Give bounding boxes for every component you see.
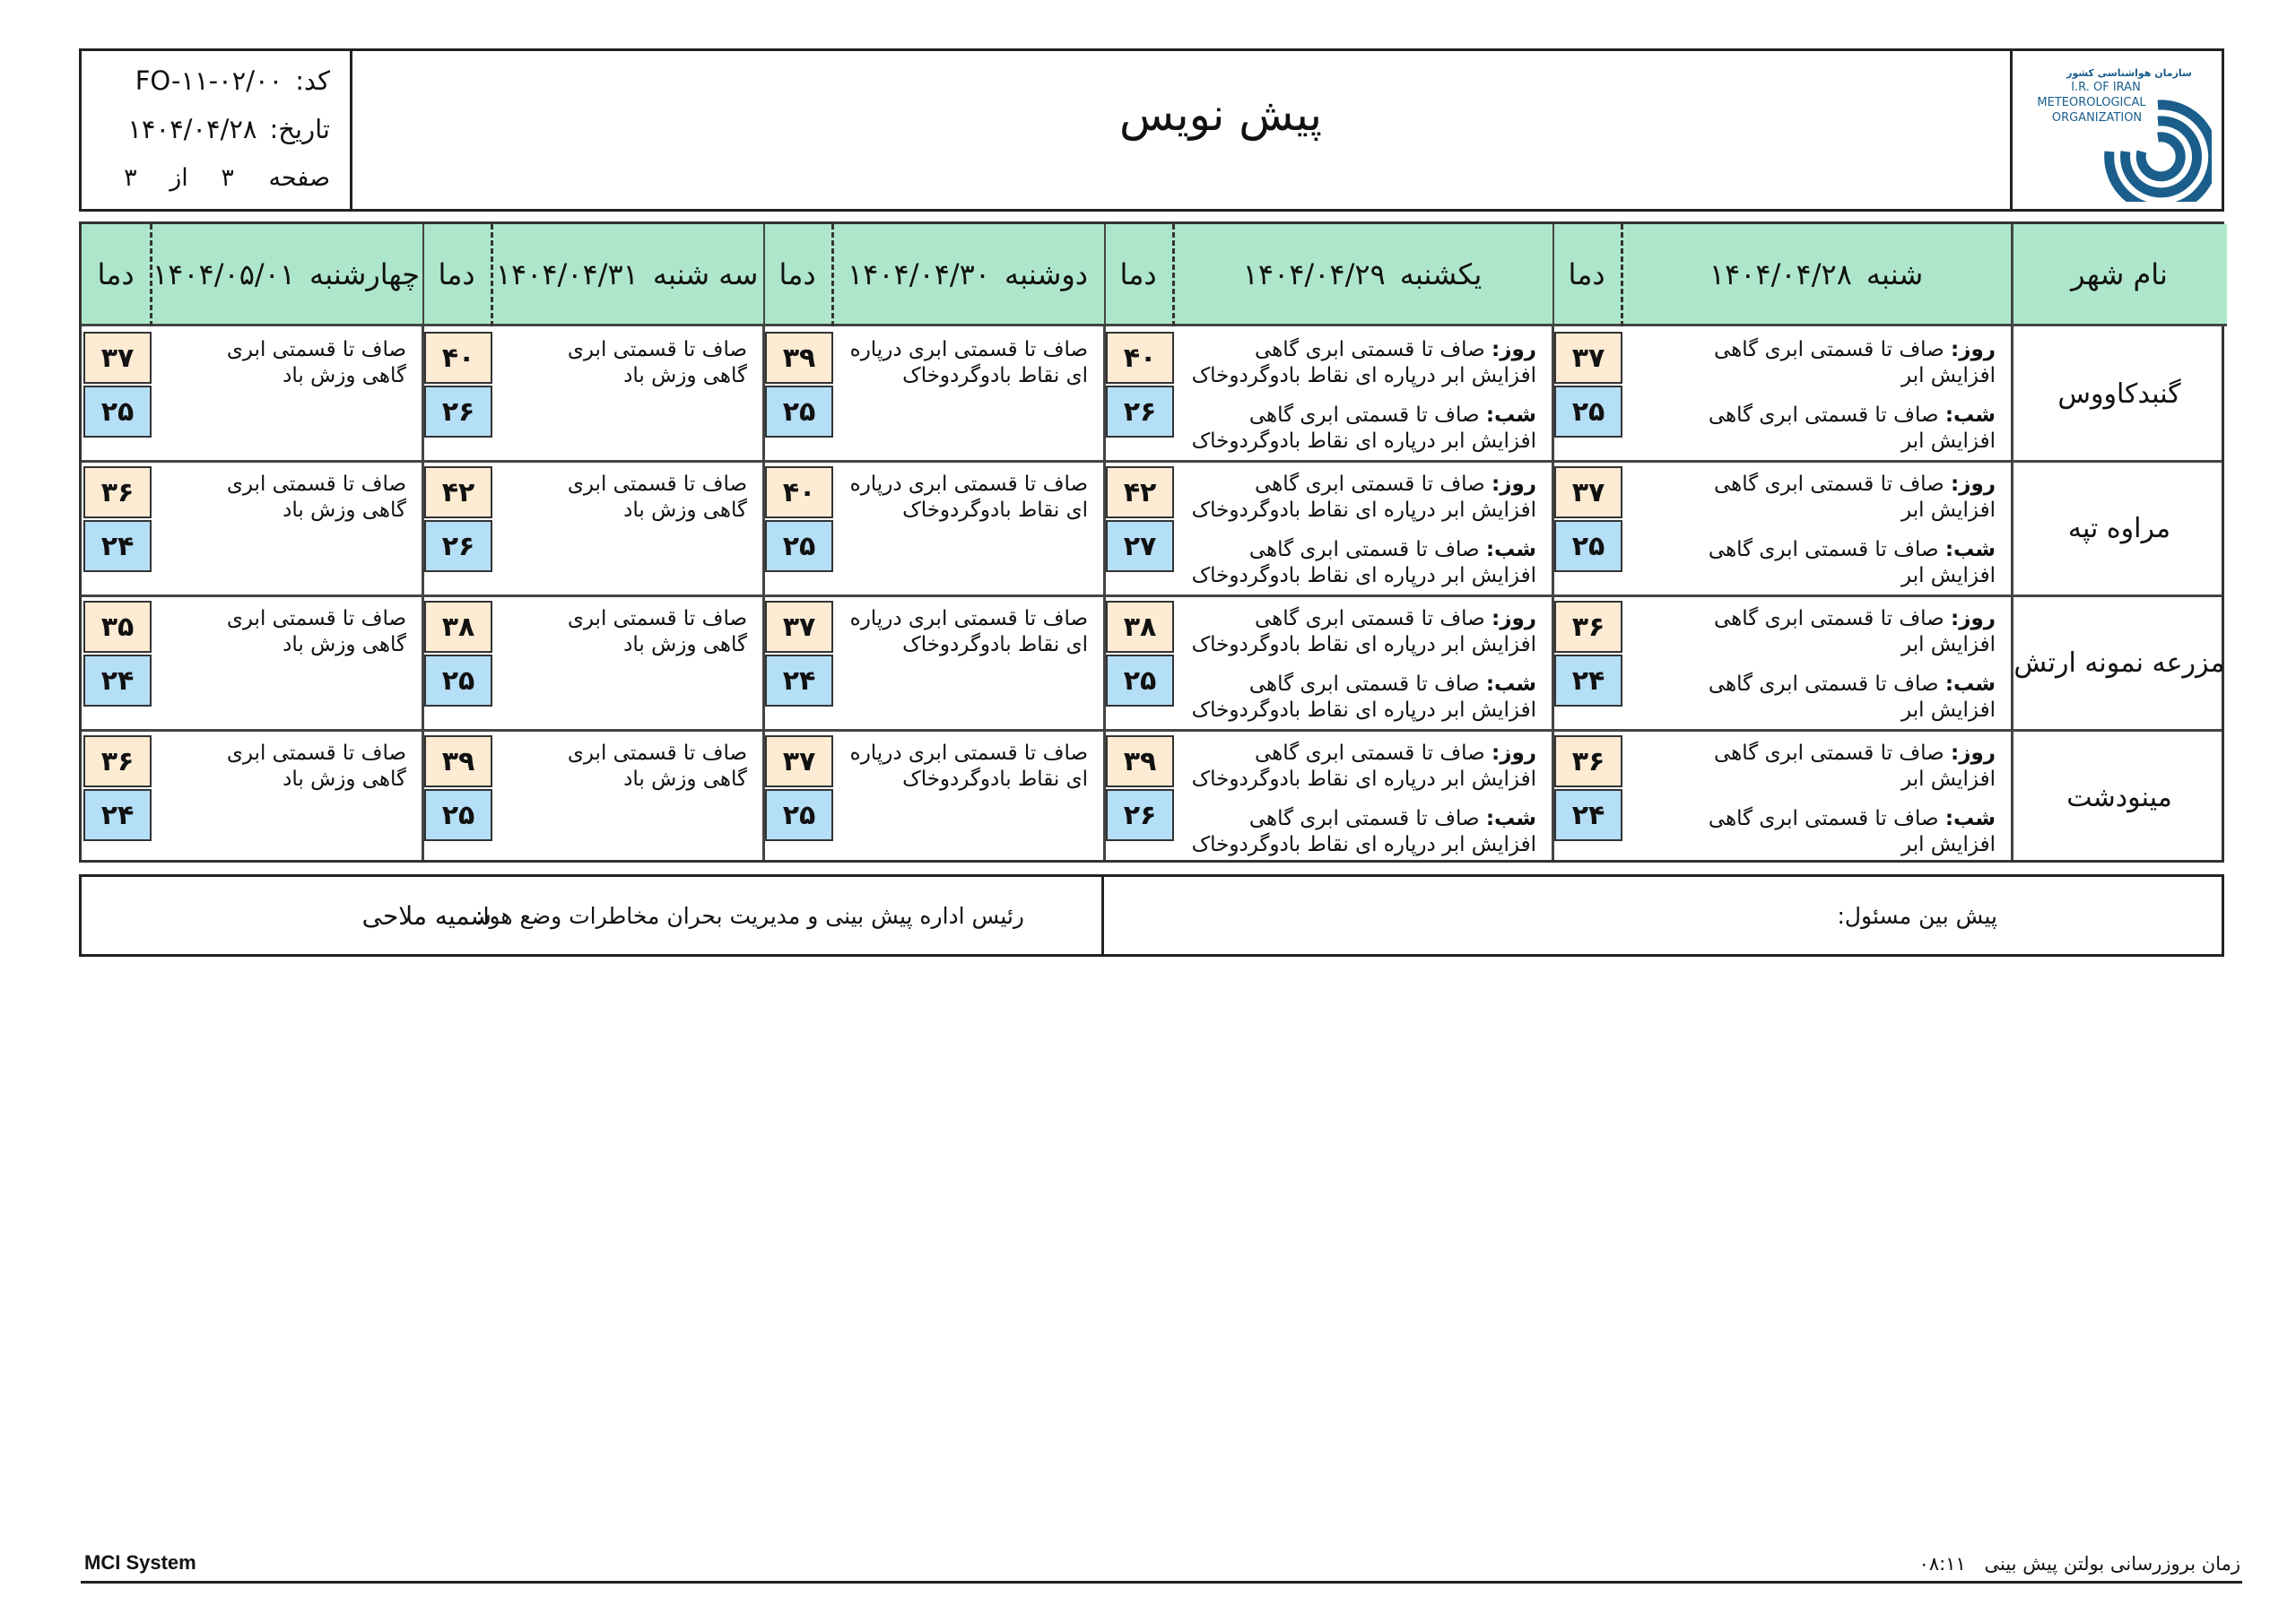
period-label: شب: bbox=[1485, 673, 1536, 696]
max-temperature: ۳۷ bbox=[1554, 332, 1622, 384]
header-dashed-divider bbox=[831, 224, 834, 326]
max-temperature: ۳۶ bbox=[83, 466, 152, 518]
description-text: صاف تا قسمتی ابری گاهی bbox=[1714, 607, 1944, 630]
description-text: افزایش ابر درپاره ای نقاط بادوگردوخاک bbox=[1191, 364, 1536, 387]
day-date: ۱۴۰۴/۰۴/۲۸ bbox=[1709, 256, 1852, 291]
footer-divider bbox=[81, 1581, 2242, 1584]
max-temperature: ۴۲ bbox=[424, 466, 492, 518]
description-text: افزایش ابر درپاره ای نقاط بادوگردوخاک bbox=[1191, 699, 1536, 722]
head-label: رئیس اداره پیش بینی و مدیریت بحران مخاطرات وضع هوا: bbox=[475, 902, 1024, 929]
update-time: ۰۸:۱۱ bbox=[1918, 1553, 1966, 1575]
weather-description bbox=[153, 741, 406, 793]
temp-column-header: دما bbox=[422, 224, 491, 326]
description-text: افزایش ابر درپاره ای نقاط بادوگردوخاک bbox=[1191, 430, 1536, 453]
max-temperature: ۴۲ bbox=[1106, 466, 1174, 518]
description-text: صاف تا قسمتی ابری گاهی bbox=[1255, 607, 1485, 630]
description-text: افزایش ابر bbox=[1901, 564, 1996, 587]
city-name: گنبدکاووس bbox=[2057, 378, 2181, 410]
weather-description bbox=[494, 337, 747, 389]
day-date: ۱۴۰۴/۰۵/۰۱ bbox=[152, 256, 296, 291]
description-text: افزایش ابر درپاره ای نقاط بادوگردوخاک bbox=[1191, 633, 1536, 656]
day-name: سه شنبه bbox=[652, 256, 759, 291]
description-text: صاف تا قسمتی ابری گاهی bbox=[1708, 673, 1939, 696]
description-text: افزایش ابر bbox=[1901, 364, 1996, 387]
weather-description bbox=[1624, 741, 1996, 858]
period-label: شب: bbox=[1944, 673, 1996, 696]
day-name: شنبه bbox=[1866, 256, 1924, 291]
min-temperature: ۲۴ bbox=[1554, 789, 1622, 841]
period-label: شب: bbox=[1485, 807, 1536, 830]
description-text: ای نقاط بادوگردوخاک bbox=[902, 768, 1088, 791]
day-column-header bbox=[150, 224, 422, 326]
description-text: صاف تا قسمتی ابری گاهی bbox=[1708, 538, 1939, 561]
update-label: زمان بروزرسانی بولتن پیش بینی bbox=[1984, 1553, 2240, 1575]
description-text: ای نقاط بادوگردوخاک bbox=[902, 633, 1088, 656]
header-dashed-divider bbox=[1172, 224, 1175, 326]
header-dashed-divider bbox=[491, 224, 493, 326]
max-temperature: ۳۹ bbox=[424, 735, 492, 787]
svg-text:سازمان هواشناسی کشور: سازمان هواشناسی کشور bbox=[2066, 67, 2192, 79]
day-date: ۱۴۰۴/۰۴/۳۰ bbox=[847, 256, 991, 291]
period-label: روز: bbox=[1951, 473, 1996, 496]
description-text: افزایش ابر bbox=[1901, 768, 1996, 791]
forecast-table bbox=[79, 221, 2224, 863]
weather-description bbox=[835, 472, 1088, 524]
description-text: صاف تا قسمتی ابری گاهی bbox=[1248, 404, 1480, 427]
min-temperature: ۲۶ bbox=[1106, 789, 1174, 841]
page-line bbox=[124, 164, 330, 192]
period-label: روز: bbox=[1492, 338, 1536, 361]
min-temperature: ۲۶ bbox=[1106, 386, 1174, 438]
description-text: صاف تا قسمتی ابری bbox=[567, 742, 747, 765]
max-temperature: ۳۶ bbox=[1554, 601, 1622, 653]
period-label: شب: bbox=[1485, 538, 1536, 561]
period-label: روز: bbox=[1492, 742, 1536, 765]
city-name: مزرعه نمونه ارتش bbox=[2013, 647, 2225, 679]
description-text: گاهی وزش باد bbox=[623, 768, 747, 791]
date-label: تاریخ: bbox=[269, 114, 330, 144]
description-text: صاف تا قسمتی ابری گاهی bbox=[1708, 807, 1939, 830]
min-temperature: ۲۵ bbox=[1554, 520, 1622, 572]
description-text: افزایش ابر درپاره ای نقاط بادوگردوخاک bbox=[1191, 833, 1536, 856]
description-text: صاف تا قسمتی ابری درپاره bbox=[849, 473, 1088, 496]
description-text: گاهی وزش باد bbox=[283, 768, 406, 791]
description-text: صاف تا قسمتی ابری bbox=[226, 607, 406, 630]
min-temperature: ۲۵ bbox=[765, 520, 833, 572]
period-label: روز: bbox=[1492, 607, 1536, 630]
description-text: افزایش ابر bbox=[1901, 633, 1996, 656]
min-temperature: ۲۵ bbox=[1554, 386, 1622, 438]
description-text: صاف تا قسمتی ابری bbox=[567, 338, 747, 361]
weather-description bbox=[494, 472, 747, 524]
period-label: شب: bbox=[1485, 404, 1536, 427]
description-text: گاهی وزش باد bbox=[623, 633, 747, 656]
min-temperature: ۲۴ bbox=[83, 655, 152, 707]
description-text: افزایش ابر bbox=[1901, 430, 1996, 453]
description-text: گاهی وزش باد bbox=[623, 499, 747, 522]
header-dashed-divider bbox=[150, 224, 152, 326]
forecaster-label: پیش بین مسئول: bbox=[1837, 902, 1997, 929]
description-text: صاف تا قسمتی ابری bbox=[567, 607, 747, 630]
period-label: روز: bbox=[1492, 473, 1536, 496]
min-temperature: ۲۵ bbox=[83, 386, 152, 438]
page-current: ۳ bbox=[221, 164, 234, 192]
date-value: ۱۴۰۴/۰۴/۲۸ bbox=[127, 114, 257, 144]
weather-description bbox=[153, 472, 406, 524]
header-dashed-divider bbox=[1621, 224, 1623, 326]
max-temperature: ۳۶ bbox=[1554, 735, 1622, 787]
period-label: شب: bbox=[1944, 538, 1996, 561]
row-divider bbox=[82, 460, 2222, 463]
description-text: ای نقاط بادوگردوخاک bbox=[902, 364, 1088, 387]
max-temperature: ۳۹ bbox=[765, 332, 833, 384]
description-text: صاف تا قسمتی ابری bbox=[226, 742, 406, 765]
svg-text:ORGANIZATION: ORGANIZATION bbox=[2051, 111, 2142, 125]
max-temperature: ۴۰ bbox=[1106, 332, 1174, 384]
day-column-header bbox=[1621, 224, 2012, 326]
signature-box bbox=[79, 874, 2224, 957]
code-line bbox=[135, 65, 330, 96]
weather-description bbox=[835, 337, 1088, 389]
description-text: افزایش ابر bbox=[1901, 833, 1996, 856]
weather-description bbox=[1176, 472, 1536, 589]
description-text: صاف تا قسمتی ابری bbox=[226, 338, 406, 361]
weather-description bbox=[1624, 472, 1996, 589]
description-text: صاف تا قسمتی ابری درپاره bbox=[849, 742, 1088, 765]
description-text: صاف تا قسمتی ابری گاهی bbox=[1248, 538, 1480, 561]
min-temperature: ۲۷ bbox=[1106, 520, 1174, 572]
system-name: MCI System bbox=[84, 1551, 196, 1574]
period-label: شب: bbox=[1944, 807, 1996, 830]
weather-description bbox=[1624, 337, 1996, 455]
day-column-header bbox=[1172, 224, 1552, 326]
page-of: از bbox=[170, 164, 188, 192]
row-divider bbox=[82, 595, 2222, 597]
document-meta bbox=[82, 51, 352, 209]
description-text: صاف تا قسمتی ابری گاهی bbox=[1714, 742, 1944, 765]
period-label: روز: bbox=[1951, 338, 1996, 361]
description-text: افزایش ابر درپاره ای نقاط بادوگردوخاک bbox=[1191, 499, 1536, 522]
description-text: گاهی وزش باد bbox=[283, 364, 406, 387]
min-temperature: ۲۵ bbox=[1106, 655, 1174, 707]
temp-column-header: دما bbox=[82, 224, 150, 326]
weather-description bbox=[1176, 337, 1536, 455]
min-temperature: ۲۴ bbox=[83, 789, 152, 841]
max-temperature: ۳۵ bbox=[83, 601, 152, 653]
max-temperature: ۳۹ bbox=[1106, 735, 1174, 787]
min-temperature: ۲۴ bbox=[83, 520, 152, 572]
description-text: افزایش ابر درپاره ای نقاط بادوگردوخاک bbox=[1191, 768, 1536, 791]
day-name: چهارشنبه bbox=[309, 256, 421, 291]
max-temperature: ۴۰ bbox=[765, 466, 833, 518]
min-temperature: ۲۶ bbox=[424, 520, 492, 572]
head-signature-cell bbox=[82, 877, 1104, 954]
description-text: افزایش ابر bbox=[1901, 699, 1996, 722]
max-temperature: ۳۶ bbox=[83, 735, 152, 787]
min-temperature: ۲۵ bbox=[765, 386, 833, 438]
weather-description bbox=[1624, 606, 1996, 724]
max-temperature: ۳۷ bbox=[83, 332, 152, 384]
description-text: افزایش ابر bbox=[1901, 499, 1996, 522]
max-temperature: ۳۸ bbox=[424, 601, 492, 653]
max-temperature: ۳۸ bbox=[1106, 601, 1174, 653]
description-text: ای نقاط بادوگردوخاک bbox=[902, 499, 1088, 522]
day-name: دوشنبه bbox=[1004, 256, 1089, 291]
description-text: صاف تا قسمتی ابری گاهی bbox=[1708, 404, 1939, 427]
meteorological-organization-logo bbox=[2010, 51, 2222, 209]
max-temperature: ۳۷ bbox=[765, 735, 833, 787]
description-text: گاهی وزش باد bbox=[283, 633, 406, 656]
weather-description bbox=[835, 741, 1088, 793]
weather-description bbox=[835, 606, 1088, 658]
description-text: صاف تا قسمتی ابری درپاره bbox=[849, 338, 1088, 361]
max-temperature: ۳۷ bbox=[1554, 466, 1622, 518]
description-text: گاهی وزش باد bbox=[623, 364, 747, 387]
min-temperature: ۲۶ bbox=[424, 386, 492, 438]
row-divider bbox=[82, 729, 2222, 732]
description-text: صاف تا قسمتی ابری گاهی bbox=[1714, 338, 1944, 361]
weather-description bbox=[153, 337, 406, 389]
description-text: صاف تا قسمتی ابری گاهی bbox=[1248, 807, 1480, 830]
description-text: صاف تا قسمتی ابری bbox=[567, 473, 747, 496]
description-text: صاف تا قسمتی ابری گاهی bbox=[1255, 338, 1485, 361]
svg-text:METEOROLOGICAL: METEOROLOGICAL bbox=[2036, 96, 2146, 109]
weather-description bbox=[494, 606, 747, 658]
period-label: روز: bbox=[1951, 742, 1996, 765]
description-text: افزایش ابر درپاره ای نقاط بادوگردوخاک bbox=[1191, 564, 1536, 587]
code-value: FO-۱۱-۰۲/۰۰ bbox=[135, 65, 283, 96]
weather-description bbox=[494, 741, 747, 793]
head-name: سمیه ملاحی bbox=[361, 900, 491, 931]
period-label: روز: bbox=[1951, 607, 1996, 630]
description-text: صاف تا قسمتی ابری درپاره bbox=[849, 607, 1088, 630]
weather-description bbox=[153, 606, 406, 658]
day-date: ۱۴۰۴/۰۴/۳۱ bbox=[495, 256, 639, 291]
description-text: صاف تا قسمتی ابری گاهی bbox=[1248, 673, 1480, 696]
day-column-header bbox=[831, 224, 1104, 326]
description-text: صاف تا قسمتی ابری گاهی bbox=[1255, 473, 1485, 496]
max-temperature: ۴۰ bbox=[424, 332, 492, 384]
max-temperature: ۳۷ bbox=[765, 601, 833, 653]
description-text: صاف تا قسمتی ابری گاهی bbox=[1255, 742, 1485, 765]
document-header bbox=[79, 48, 2224, 212]
day-name: یکشنبه bbox=[1399, 256, 1483, 291]
temp-column-header: دما bbox=[1104, 224, 1172, 326]
description-text: گاهی وزش باد bbox=[283, 499, 406, 522]
svg-text:I.R. OF IRAN: I.R. OF IRAN bbox=[2070, 81, 2141, 94]
period-label: شب: bbox=[1944, 404, 1996, 427]
city-column-header: نام شهر bbox=[2012, 224, 2227, 326]
min-temperature: ۲۴ bbox=[1554, 655, 1622, 707]
page-total: ۳ bbox=[124, 164, 137, 192]
temp-column-header: دما bbox=[1552, 224, 1621, 326]
city-name: مراوه تپه bbox=[2067, 512, 2171, 544]
min-temperature: ۲۵ bbox=[424, 789, 492, 841]
page-label: صفحه bbox=[268, 164, 330, 192]
min-temperature: ۲۴ bbox=[765, 655, 833, 707]
weather-description bbox=[1176, 741, 1536, 858]
description-text: صاف تا قسمتی ابری bbox=[226, 473, 406, 496]
code-label: کد: bbox=[295, 65, 330, 96]
update-time-line bbox=[1919, 1553, 2240, 1575]
page-title: پیش نویس bbox=[1118, 89, 1323, 141]
description-text: صاف تا قسمتی ابری گاهی bbox=[1714, 473, 1944, 496]
day-date: ۱۴۰۴/۰۴/۲۹ bbox=[1242, 256, 1386, 291]
city-name: مینودشت bbox=[2066, 781, 2172, 813]
spiral-logo-icon bbox=[2023, 58, 2212, 202]
day-column-header bbox=[491, 224, 763, 326]
min-temperature: ۲۵ bbox=[424, 655, 492, 707]
date-line bbox=[127, 114, 330, 144]
temp-column-header: دما bbox=[763, 224, 831, 326]
weather-description bbox=[1176, 606, 1536, 724]
min-temperature: ۲۵ bbox=[765, 789, 833, 841]
